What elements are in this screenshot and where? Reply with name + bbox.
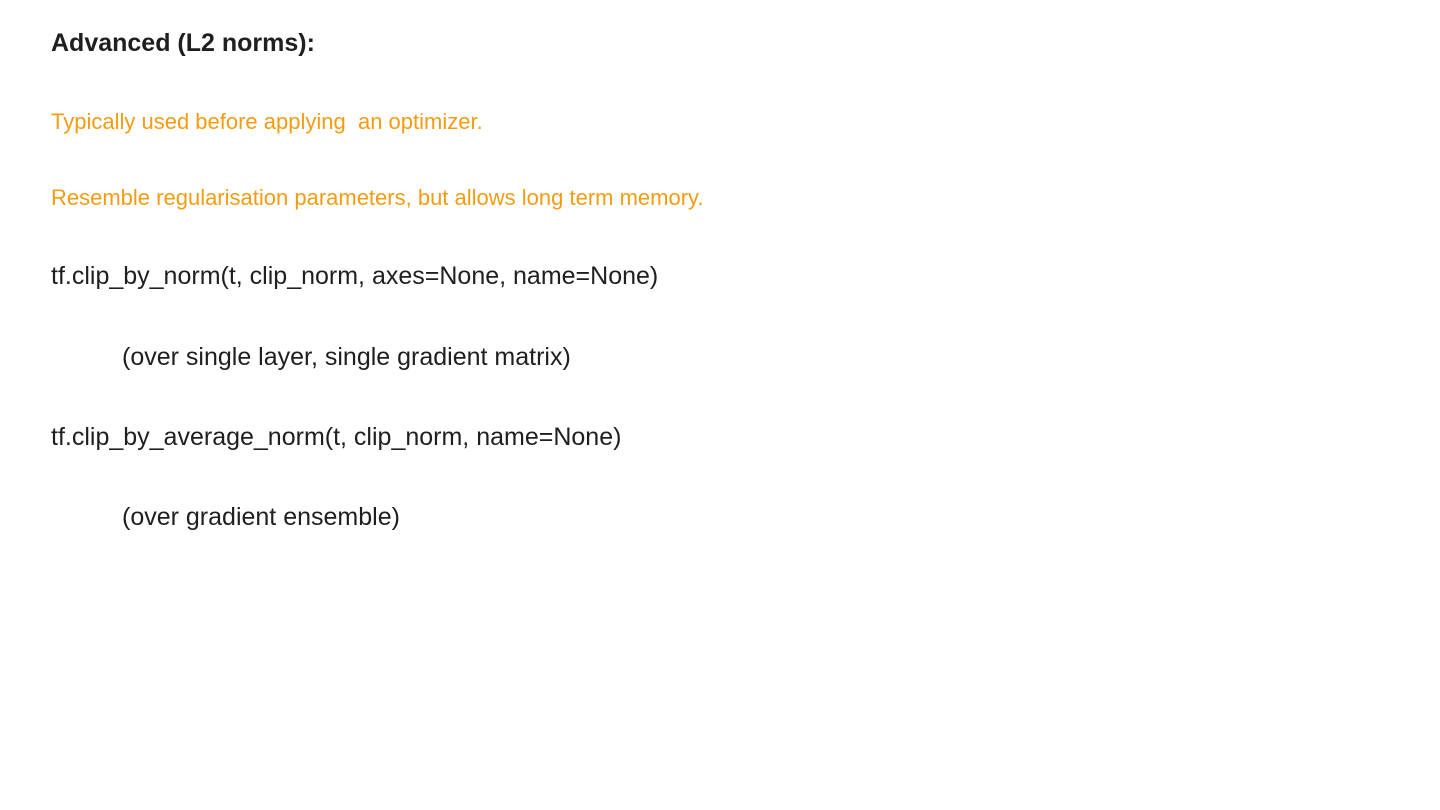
clip-by-norm-signature: tf.clip_by_norm(t, clip_norm, axes=None, name=None) — [51, 262, 659, 290]
slide-heading: Advanced (L2 norms): — [51, 29, 315, 57]
note-optimizer: Typically used before applying an optimizer. — [51, 109, 483, 134]
clip-by-average-norm-signature: tf.clip_by_average_norm(t, clip_norm, name=None) — [51, 423, 622, 451]
note-regularisation: Resemble regularisation parameters, but allows long term memory. — [51, 185, 704, 210]
clip-by-average-norm-description: (over gradient ensemble) — [122, 503, 400, 531]
clip-by-norm-description: (over single layer, single gradient matrix) — [122, 343, 571, 371]
